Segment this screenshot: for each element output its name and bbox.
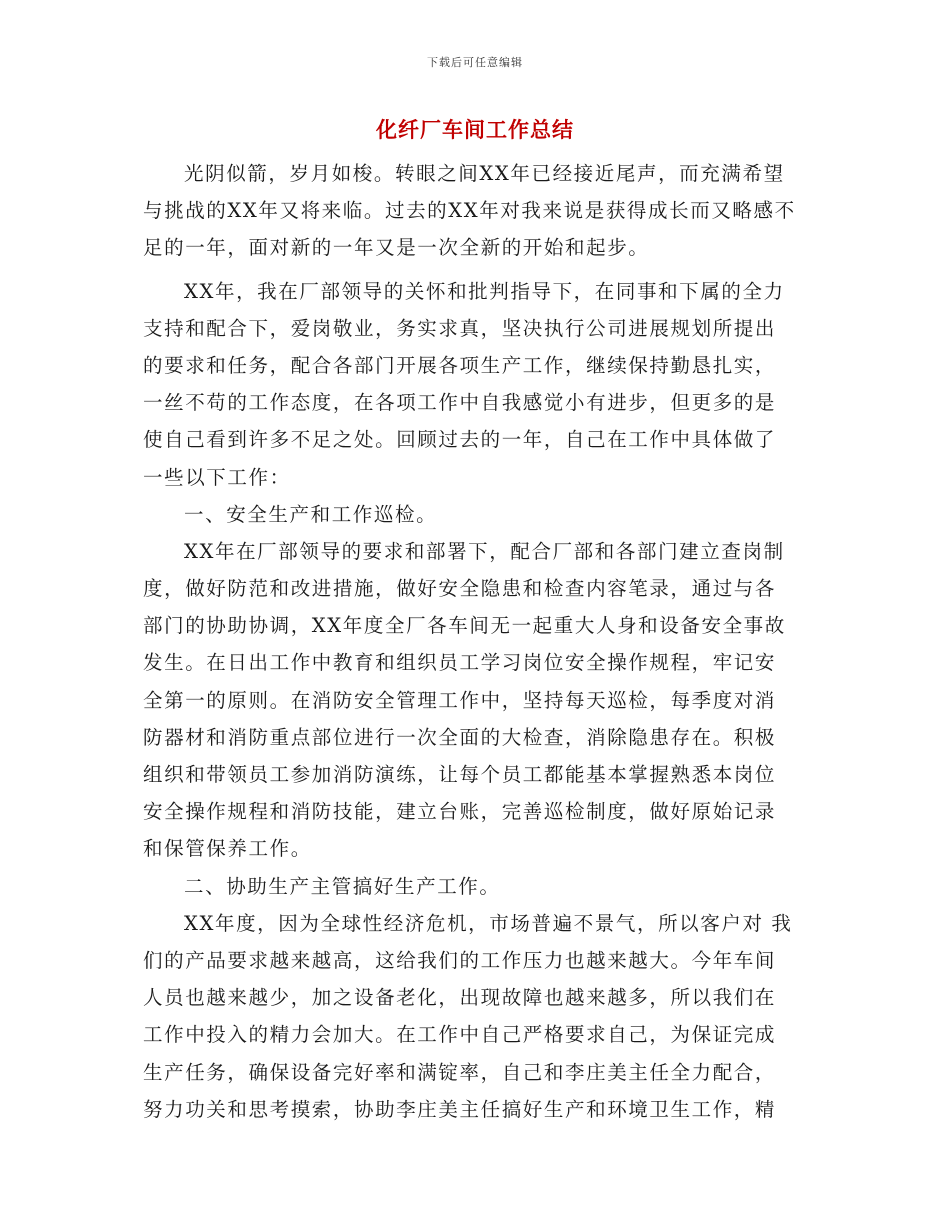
text-line: 努力功关和思考摸索，协助李庄美主任搞好生产和环境卫生工作，精 — [143, 1097, 777, 1121]
text-line: 部门的协助协调，XX年度全厂各车间无一起重大人身和设备安全事故 — [143, 614, 786, 638]
text-line: 工作中投入的精力会加大。在工作中自己严格要求自己，为保证完成 — [143, 1023, 777, 1047]
text-line: 们的产品要求越来越高，这给我们的工作压力也越来越大。今年车间 — [143, 948, 777, 972]
text-line: 的要求和任务，配合各部门开展各项生产工作，继续保持勤恳扎实， — [143, 353, 777, 377]
text-line: 支持和配合下，爱岗敬业，务实求真，坚决执行公司进展规划所提出 — [143, 316, 777, 340]
header-note: 下载后可任意编辑 — [427, 56, 523, 69]
text-line: 一些以下工作： — [143, 465, 291, 489]
text-line: 全第一的原则。在消防安全管理工作中，坚持每天巡检，每季度对消 — [143, 688, 777, 712]
text-line: 防器材和消防重点部位进行一次全面的大检查，消除隐患存在。积极 — [143, 725, 777, 749]
text-line: 人员也越来越少，加之设备老化，出现故障也越来越多，所以我们在 — [143, 986, 777, 1010]
text-line: 足的一年，面对新的一年又是一次全新的开始和起步。 — [143, 236, 650, 260]
text-line: XX年，我在厂部领导的关怀和批判指导下，在同事和下属的全力 — [184, 279, 785, 303]
text-line: 度，做好防范和改进措施，做好安全隐患和检查内容笔录，通过与各 — [143, 577, 777, 601]
text-line: XX年度，因为全球性经济危机，市场普遍不景气，所以客户对 我 — [184, 911, 793, 935]
document-title: 化纤厂车间工作总结 — [376, 117, 574, 142]
text-line: 安全操作规程和消防技能，建立台账，完善巡检制度，做好原始记录 — [143, 800, 777, 824]
text-line: 使自己看到许多不足之处。回顾过去的一年，自己在工作中具体做了 — [143, 428, 777, 452]
text-line: 一、安全生产和工作巡检。 — [184, 502, 438, 526]
text-line: 一丝不苟的工作态度，在各项工作中自我感觉小有进步，但更多的是 — [143, 391, 777, 415]
text-line: XX年在厂部领导的要求和部署下，配合厂部和各部门建立查岗制 — [184, 539, 785, 563]
text-line: 组织和带领员工参加消防演练，让每个员工都能基本掌握熟悉本岗位 — [143, 763, 777, 786]
text-line: 生产任务，确保设备完好率和满锭率，自己和李庄美主任全力配合， — [143, 1060, 777, 1084]
text-line: 光阴似箭，岁月如梭。转眼之间XX年已经接近尾声，而充满希望 — [184, 162, 785, 185]
text-line: 与挑战的XX年又将来临。过去的XX年对我来说是获得成长而又略感不 — [143, 199, 796, 223]
text-line: 和保管保养工作。 — [143, 837, 312, 861]
text-line: 二、协助生产主管搞好生产工作。 — [184, 874, 501, 898]
document-body — [143, 155, 808, 1128]
text-line: 发生。在日出工作中教育和组织员工学习岗位安全操作规程，牢记安 — [143, 651, 777, 675]
